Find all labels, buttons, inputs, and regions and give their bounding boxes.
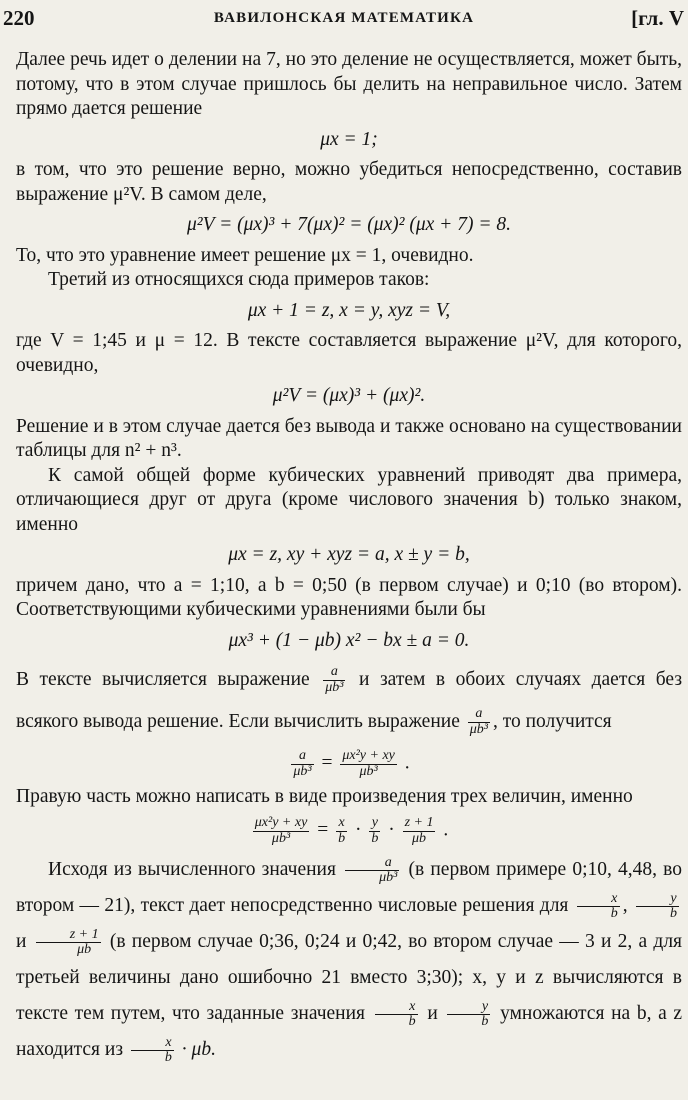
fraction: $\frac{x}{b}$ [338,814,346,846]
equation: μ²V = (μx)³ + (μx)². [272,385,426,406]
fraction: $\frac{a}{\text{μb³}}$ [345,856,399,886]
paragraph: причем дано, что a = 1;10, a b = 0;50 (в первом случае) и 0;10 (во втором). Соответствующими кубическими уравнениями были бы [16,574,682,620]
equation: $\frac{\text{μx²y + xy}}{\text{μb³}}$ = $\frac{x}{b}$ · $\frac{y}{b}$ · $\frac{z + 1}{\mu b}$ . [254,814,449,846]
paragraph: где V = 1;45 и μ = 12. В тексте составляется выражение μ²V, для которого, очевидно, [16,330,682,376]
equation: μx = z, xy + xyz = a, x ± y = b, [228,544,470,565]
paragraph: Исходя из вычисленного значения $\frac{a}{\text{μb³}}$ (в первом примере 0;10, 4,48, во втором — 21), текст дает непосредственно числовые решения для $\frac{x}{b}$ , $\frac{y}{b}$ и $\frac{z + 1}{\mu b}$ (в первом случае 0;36, 0;24 и 0;42, во втором случае — 3 и 2, а для третьей величины дано ошибочно 21 вместо 3;30); x, y и z вычисляются в тексте тем путем, что заданные значения $\frac{x}{b}$ и $\frac{y}{b}$ умножаются на b, а z находится из $\frac{x}{b}$ · μb. [16,854,683,1066]
chapter-label: [гл. V [631,6,684,30]
paragraph: К самой общей форме кубических уравнений приводят два примера, отличающиеся друг от друга (кроме числового значения b) только знаком, именно [16,464,682,535]
fraction: $\frac{y}{b}$ [371,814,379,846]
fraction: $\frac{x}{b}$ [375,1000,418,1030]
fraction: $\frac{a}{\text{μb³}}$ [469,706,488,738]
page-body [16,48,682,1068]
fraction: $\frac{a}{\text{μb³}}$ [325,664,344,696]
fraction: $\frac{y}{b}$ [636,892,679,922]
fraction: $\frac{a}{\text{μb³}}$ [293,748,312,779]
equation: μx = 1; [320,128,378,150]
paragraph: То, что это уравнение имеет решение μx = 1, очевидно. [16,244,474,266]
fraction: $\frac{x}{b}$ [131,1036,174,1066]
equation: μ²V = (μx)³ + 7(μx)² = (μx)² (μx + 7) = 8. [187,214,511,235]
fraction: $\frac{y}{b}$ [447,1000,490,1030]
fraction: $\frac{\text{μx²y + xy}}{\text{μb³}}$ [342,748,395,779]
paragraph: в том, что это решение верно, можно убедиться непосредственно, составив выражение μ²V. В самом деле, [16,159,682,205]
fraction: $\frac{z + 1}{\mu b}$ [404,814,434,846]
equation: μx + 1 = z, x = y, xyz = V, [247,299,451,321]
page-number: 220 [3,6,35,30]
paragraph: Решение и в этом случае дается без вывода и также основано на существовании таблицы для n² + n³. [16,415,682,461]
equation: $\frac{a}{\text{μb³}}$ = $\frac{\text{μx²y + xy}}{\text{μb³}}$ . [293,748,410,779]
running-title: ВАВИЛОНСКАЯ МАТЕМАТИКА [213,10,475,26]
fraction: $\frac{\text{μx²y + xy}}{\text{μb³}}$ [254,814,308,846]
paragraph: Третий из относящихся сюда примеров таков: [48,269,430,290]
equation: μx³ + (1 − μb) x² − bx ± a = 0. [228,629,470,651]
paragraph: В тексте вычисляется выражение $\frac{a}{\text{μb³}}$ и затем в обоих случаях дается без всякого вывода решение. Если вычислить выражение $\frac{a}{\text{μb³}}$ , то получится [16,664,683,738]
fraction: $\frac{z + 1}{\mu b}$ [36,928,101,958]
paragraph: Правую часть можно написать в виде произведения трех величин, именно [16,786,633,808]
fraction: $\frac{x}{b}$ [577,892,620,922]
running-header [0,4,688,34]
paragraph: Далее речь идет о делении на 7, но это деление не осуществляется, может быть, потому, что в этом случае пришлось бы делить на неправильное число. Затем прямо дается решение [16,49,682,119]
